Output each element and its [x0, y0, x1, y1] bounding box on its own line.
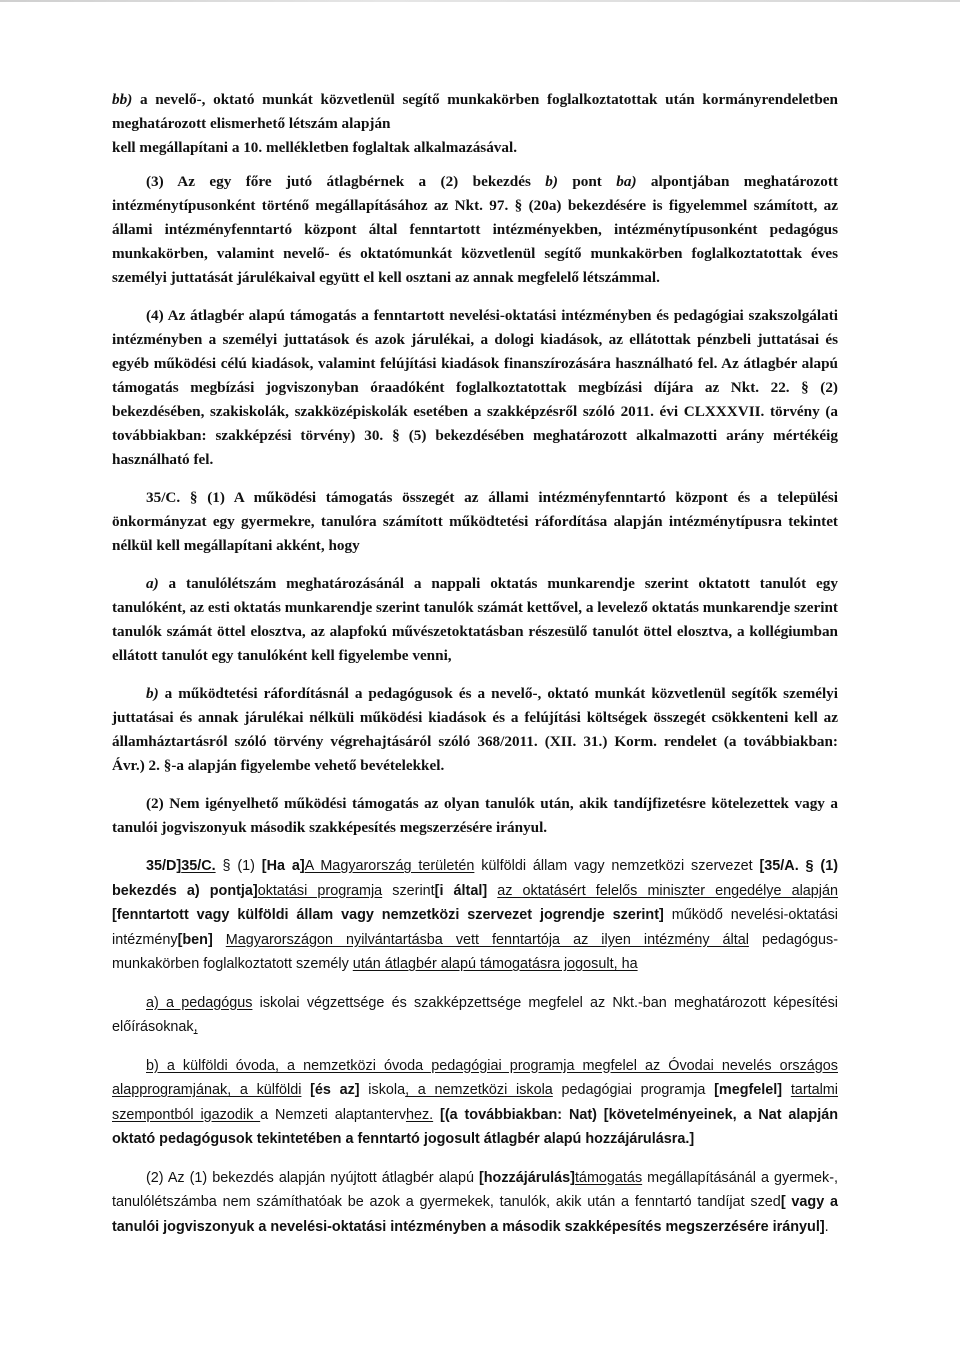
p12-f: .	[824, 1218, 829, 1235]
point-label-ba: ba)	[616, 173, 637, 190]
paragraph-3-part-a: (3) Az egy főre jutó átlagbérnek a (2) bekezdés	[146, 173, 546, 190]
p11-b	[301, 1082, 310, 1098]
paragraph-bb	[112, 88, 838, 136]
paragraph-continuation: kell megállapítani a 10. mellékletben foglaltak alkalmazásával.	[112, 139, 517, 156]
s35d-20: után átlagbér alapú támogatásra jogosult, ha	[352, 956, 638, 972]
s35d-10: [i által]	[434, 882, 488, 899]
p10-c: ,	[193, 1019, 198, 1035]
s35d-17	[213, 932, 226, 948]
s35d-9: szerint	[382, 882, 435, 899]
s35d-8: oktatási programja	[257, 882, 383, 899]
p11-g: [megfelel]	[714, 1082, 783, 1098]
s35d-6: külföldi állam vagy nemzetközi szervezet	[474, 858, 760, 874]
s35d-3: § (1)	[215, 858, 262, 874]
p11-h	[782, 1082, 791, 1098]
s35d-14: [fenntartott vagy külföldi állam vagy nemzetközi szervezet jogrendje szerint]	[112, 907, 664, 923]
s35d-19: pedagógus-munkakörben foglalkoztatott személy	[112, 931, 838, 972]
p11-l	[433, 1107, 440, 1123]
point-a-text: a tanulólétszám meghatározásánál a nappali oktatás munkarendje szerint oktatott tanulót egy tanulóként, az esti oktatás munkarendje szerint tanulók számát kettővel, a levelező oktatás munkarendje szerint tanulók számát öttel elosztva, az alapfokú művészetoktatásban részesülő tanulót öttel elosztva, a kollégiumban ellátott tanulót egy tanulóként kell figyelembe venni,	[112, 575, 838, 664]
p10-b: iskolai végzettsége és szakképzettsége megfelel az Nkt.-ban meghatározott képesítési előírásoknak	[112, 994, 838, 1035]
section-35c: 35/C. § (1) A működési támogatás összegét az állami intézményfenntartó központ és a települési önkormányzat egy gyermekre, tanulóra számított működtetési ráfordítása alapján intézménytípusra tekintet nélkül kell megállapítani akként, hogy	[112, 489, 838, 554]
s35d-12: az oktatásért felelős miniszter engedélye alapján	[497, 882, 838, 899]
paragraph-2-atlagber	[112, 1166, 838, 1240]
p11-m: [(a továbbiakban: Nat) [követelményeinek, a Nat alapján oktató pedagógusok tekintetében a fenntartó jogosult átlagbér alapú hozzájárulásra.]	[112, 1106, 839, 1147]
s35d-5: A Magyarország területén	[304, 858, 475, 874]
s35d-2: 35/C.	[181, 858, 216, 874]
p12-e: [ vagy a tanulói jogviszonyuk a nevelési-oktatási intézményben a második szakképesítés megszerzésére irányul]	[112, 1194, 838, 1235]
p11-j: a Nemzeti alaptanterv	[260, 1106, 406, 1123]
point-label-bb: bb)	[112, 91, 133, 108]
s35d-4: [Ha a]	[261, 858, 305, 874]
paragraph-3-part-c: pont	[557, 173, 617, 190]
document-page	[112, 88, 838, 1239]
p12-c: támogatás	[574, 1169, 643, 1186]
p12-b: [hozzájárulás]	[478, 1169, 575, 1186]
paragraph-3	[112, 170, 838, 290]
s35d-11	[487, 883, 497, 899]
paragraph-2-nem-igenyelheto: (2) Nem igényelhető működési támogatás az olyan tanulók után, akik tandíjfizetésre kötelezettek vagy a tanulói jogviszonyuk második szakképesítés megszerzésére irányul.	[112, 795, 838, 836]
paragraph-4: (4) Az átlagbér alapú támogatás a fenntartott nevelési-oktatási intézményben és pedagógiai szakszolgálati intézményben a személyi juttatások és azok járulékai, a dologi kiadások, az ellátottak pénzbeli juttatásai és egyéb működési célú kiadások, valamint felújítási kiadások finanszírozására használható fel. Az átlagbér alapú támogatás megbízási jogviszonyban óraadóként foglalkoztatottak megbízási díjára az Nkt. 22. § (2) bekezdésében, szakiskolák, szakközépiskolák esetében a szakképzésről szóló 2011. évi CLXXXVII. törvény (a továbbiakban: szakképzési törvény) 30. § (5) bekezdésében meghatározott alkalmazotti arány mértékéig használható fel.	[112, 307, 838, 468]
p12-a: (2) Az (1) bekezdés alapján nyújtott átlagbér alapú	[146, 1169, 479, 1186]
p11-k: hez.	[405, 1106, 434, 1123]
p10-a: a) a pedagógus	[146, 994, 253, 1011]
paragraph-bb-text: a nevelő-, oktató munkát közvetlenül segítő munkakörben foglalkoztatottak után kormányrendeletben meghatározott elismerhető létszám alapján	[112, 91, 838, 132]
point-label-b-2: b)	[146, 685, 159, 702]
point-a	[112, 572, 838, 668]
point-b-ovoda	[112, 1054, 838, 1152]
point-a-pedagogus	[112, 991, 838, 1040]
p12-d: megállapításánál a gyermek-, tanulólétszámba nem számíthatóak be azok a gyermekek, tanulók, akik után a fenntartó tandíjat szed	[112, 1169, 838, 1210]
p11-c: [és az]	[310, 1082, 360, 1098]
s35d-7: [35/A. § (1) bekezdés a) pontja]	[112, 858, 839, 899]
point-label-b: b)	[545, 173, 558, 190]
section-35d	[112, 854, 838, 977]
point-label-a: a)	[146, 575, 159, 592]
point-b-text: a működtetési ráfordításnál a pedagógusok és a nevelő-, oktató munkát közvetlenül segítők személyi juttatásai és annak járulékai nélküli működési kiadások és a felújítási költségek összegét csökkenteni kell az államháztartásról szóló törvény végrehajtásáról szóló 368/2011. (XII. 31.) Korm. rendelet (a továbbiakban: Ávr.) 2. §-a alapján figyelembe vehető bevételekkel.	[112, 685, 838, 774]
s35d-1: 35/D]	[146, 858, 182, 874]
scan-edge	[0, 0, 960, 2]
p11-f: pedagógiai programja	[552, 1082, 715, 1098]
paragraph-3-part-d: alpontjában meghatározott intézménytípusonként történő megállapításához az Nkt. 97. § (20a) bekezdésére is figyelemmel számított, az állami intézményfenntartó központ által fenntartott intézményekben, intézménytípusonként pedagógus munkakörben, valamint nevelő- és oktatómunkát közvetlenül segítő munkakörben foglalkoztatottak éves személyi juttatását járulékaival együtt el kell osztani az annak megfelelő létszámmal.	[112, 173, 838, 286]
s35d-16: [ben]	[177, 931, 213, 948]
p11-a: b) a külföldi óvoda, a nemzetközi óvoda pedagógiai programja megfelel az Óvodai nevelés országos alapprogramjának, a külföldi	[112, 1057, 838, 1098]
s35d-15: működő nevelési-oktatási intézmény	[112, 907, 838, 948]
p11-d: iskola	[359, 1082, 406, 1098]
p11-i: tartalmi szempontból igazodik	[112, 1082, 838, 1123]
point-b	[112, 682, 838, 778]
s35d-18: Magyarországon nyilvántartásba vett fenntartója az ilyen intézmény által	[225, 931, 749, 948]
p11-e: , a nemzetközi iskola	[405, 1082, 553, 1098]
